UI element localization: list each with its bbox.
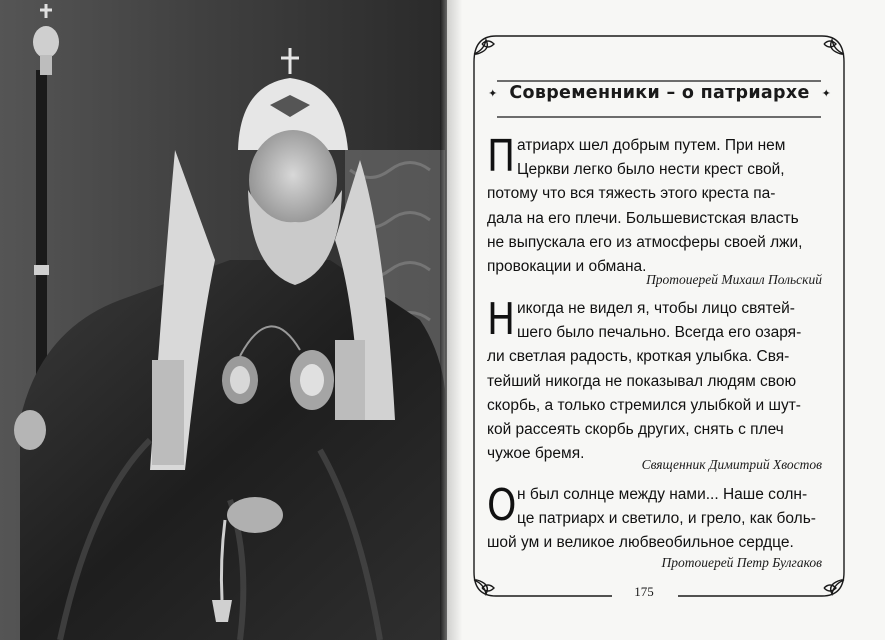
ornament-diamond-right-icon: ✦ [821, 86, 831, 100]
dropcap: П [487, 131, 516, 182]
quote-line: тейший никогда не показывал людям свою [487, 372, 797, 390]
quote-line: скорбь, а только стремился улыбкой и шут- [487, 396, 801, 414]
ornament-diamond-left-icon: ✦ [488, 86, 498, 100]
quote-line: це патриарх и светило, и грело, как боль- [517, 510, 816, 528]
quote-line: кой рассеять скорбь других, снять с плеч [487, 421, 784, 439]
quote-line: атриарх шел добрым путем. При нем [517, 137, 786, 154]
quote-line: шего было печально. Всегда его озаря- [517, 324, 802, 342]
quote-line: не выпускала его из атмосферы своей лжи, [487, 233, 803, 251]
quote-line: чужое бремя. [487, 445, 585, 463]
quote-1-attribution: Протоиерей Михаил Польский [646, 272, 822, 287]
dropcap: Н [487, 294, 516, 345]
quote-1 [487, 131, 822, 279]
quote-line: ли светлая радость, кроткая улыбка. Свя- [487, 348, 790, 366]
quote-line: потому что вся тяжесть этого креста па- [487, 185, 776, 203]
book-gutter [440, 0, 462, 640]
quote-3 [487, 480, 822, 556]
quote-line: провокации и обмана. [487, 258, 647, 276]
quote-line: икогда не видел я, чтобы лицо святей- [517, 300, 795, 317]
quote-2 [487, 294, 822, 466]
heading-title: Современники – о патриархе [509, 83, 810, 103]
quote-line: дала на его плечи. Большевистская власть [487, 209, 799, 227]
page-number: 175 [634, 584, 654, 599]
section-heading [488, 78, 831, 108]
quote-line: Церкви легко было нести крест свой, [517, 161, 785, 179]
quote-2-attribution: Священник Димитрий Хвостов [641, 457, 822, 472]
quote-line: шой ум и великое любвеобильное сердце. [487, 534, 794, 552]
quote-line: н был солнце между нами... Наше солн- [517, 486, 808, 503]
quote-3-attribution: Протоиерей Петр Булгаков [661, 555, 822, 570]
dropcap: О [487, 480, 517, 531]
